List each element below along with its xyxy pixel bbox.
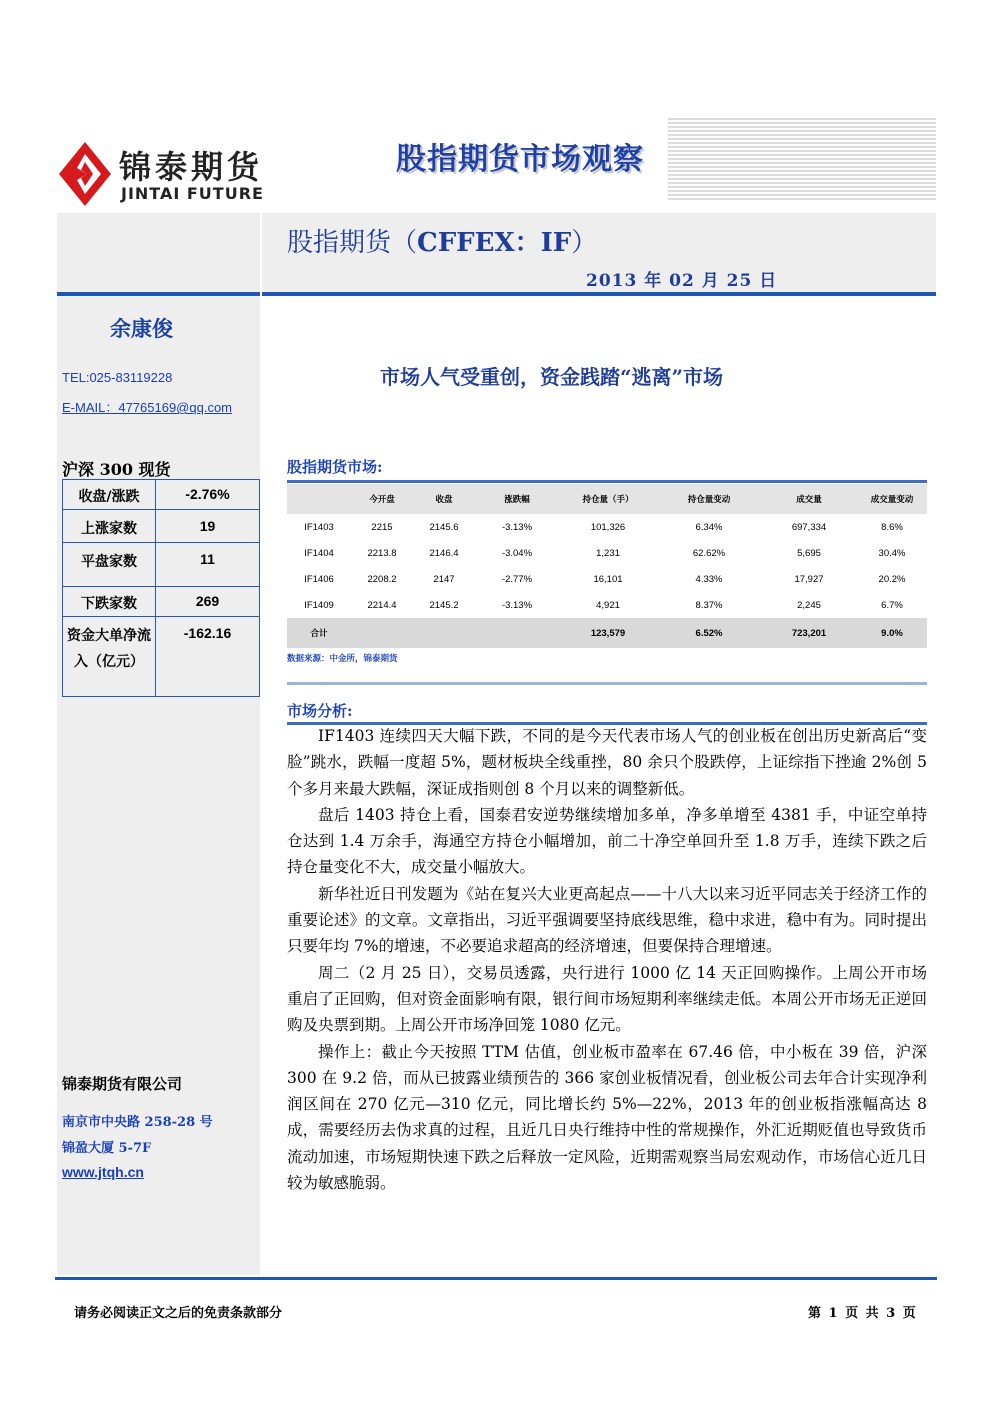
- table-cell: 20.2%: [878, 573, 906, 585]
- table-cell: 2214.4: [367, 599, 397, 611]
- table-cell: 4.33%: [695, 573, 723, 585]
- analysis-body: [287, 723, 927, 1196]
- product-name: [287, 222, 597, 259]
- header-stripes-decoration: [668, 118, 936, 200]
- table-cell: -3.13%: [501, 599, 533, 611]
- table-header-row: [287, 484, 927, 514]
- column-header: 持仓量变动: [657, 484, 761, 514]
- footer-disclaimer: 请务必阅读正文之后的免责条款部分: [74, 1306, 283, 1321]
- brand-name-en: JINTAI FUTURE: [121, 184, 264, 203]
- footer-divider: [55, 1277, 937, 1280]
- author-phone: TEL:025-83119228: [62, 370, 173, 385]
- product-suffix: ）: [571, 228, 598, 258]
- report-title: 股指期货市场观察: [396, 142, 644, 177]
- table-cell: IF1403: [304, 521, 334, 533]
- spot-section-title: 沪深 300 现货: [62, 460, 171, 479]
- company-address-line2: 锦盈大厦 5-7F: [62, 1141, 152, 1156]
- table-cell: 2208.2: [367, 573, 397, 585]
- futures-section-title: 股指期货市场:: [287, 458, 383, 476]
- table-cell: [413, 618, 475, 648]
- spot-value: 269: [156, 587, 260, 617]
- table-row: [63, 510, 260, 543]
- author-name: 余康俊: [110, 316, 173, 341]
- spot-market-table: [62, 479, 260, 697]
- table-cell: [475, 618, 559, 648]
- table-row: [63, 587, 260, 617]
- table-cell: -2.77%: [501, 573, 533, 585]
- table-cell: 2146.4: [429, 547, 459, 559]
- table-cell: -3.13%: [501, 521, 533, 533]
- table-row: [63, 617, 260, 697]
- futures-bottom-divider: [287, 682, 927, 685]
- analysis-paragraph: 新华社近日刊发题为《站在复兴大业更高起点——十八大以来习近平同志关于经济工作的重要论述》的文章。文章指出，习近平强调要坚持底线思维，稳中求进，稳中有为。同时提出只要年均 7%的增速，不必要追求超高的经济增速，但要保持合理增速。: [287, 884, 927, 956]
- table-row: [287, 566, 927, 592]
- company-website-link[interactable]: www.jtqh.cn: [62, 1164, 144, 1180]
- table-row: [63, 480, 260, 510]
- spot-label: 收盘/涨跌: [63, 480, 156, 510]
- table-cell: IF1409: [304, 599, 334, 611]
- brand-name-cn: 锦泰期货: [119, 148, 264, 186]
- futures-section-divider: [287, 480, 927, 483]
- spot-value: 19: [156, 510, 260, 543]
- table-cell: 6.34%: [695, 521, 723, 533]
- futures-table: [287, 484, 927, 648]
- table-cell: 101,326: [590, 521, 626, 533]
- sidebar-divider: [57, 292, 260, 296]
- table-row: [287, 592, 927, 618]
- table-cell: IF1406: [304, 573, 334, 585]
- table-cell: 4,921: [596, 599, 620, 611]
- analysis-paragraph: IF1403 连续四天大幅下跌，不同的是今天代表市场人气的创业板在创出历史新高后“变脸”跳水，跌幅一度超 5%，题材板块全线重挫，80 余只个股跌停，上证综指下挫逾 2%创 5 个多月来最大跌幅，深证成指则创 8 个月以来的调整新低。: [287, 727, 927, 798]
- analysis-paragraph: 周二（2 月 25 日），交易员透露，央行进行 1000 亿 14 天正回购操作。上周公开市场重启了正回购，但对资金面影响有限，银行间市场短期利率继续走低。本周公开市场无正逆回购及央票到期。上周公开市场净回笼 1080 亿元。: [287, 963, 927, 1035]
- table-cell: 123,579: [559, 618, 657, 648]
- column-header: 成交量变动: [857, 484, 927, 514]
- spot-value: -162.16: [156, 617, 260, 697]
- table-cell: 30.4%: [878, 547, 906, 559]
- product-prefix: 股指期货（: [287, 228, 418, 258]
- spot-value: -2.76%: [156, 480, 260, 510]
- spot-label: 资金大单净流入（亿元）: [63, 617, 156, 697]
- spot-label: 上涨家数: [63, 510, 156, 543]
- company-logo: [57, 140, 262, 210]
- column-header: 涨跌幅: [475, 484, 559, 514]
- table-row: [287, 540, 927, 566]
- table-cell: IF1404: [304, 547, 334, 559]
- page-number: 第 1 页 共 3 页: [808, 1306, 916, 1321]
- column-header: 收盘: [413, 484, 475, 514]
- spot-label: 平盘家数: [63, 543, 156, 587]
- column-header: [287, 484, 351, 514]
- table-cell: 6.7%: [881, 599, 903, 611]
- analysis-section-title: 市场分析:: [287, 702, 353, 720]
- column-header: 成交量: [761, 484, 857, 514]
- company-name: 锦泰期货有限公司: [62, 1075, 183, 1093]
- logo-diamond-icon: [57, 140, 113, 208]
- table-cell: 2213.8: [367, 547, 397, 559]
- table-cell: 5,695: [797, 547, 821, 559]
- table-cell: 2,245: [797, 599, 821, 611]
- table-cell: 2147: [433, 573, 455, 585]
- table-cell: 1,231: [596, 547, 620, 559]
- table-row: [63, 543, 260, 587]
- table-cell: 9.0%: [857, 618, 927, 648]
- report-date: 2013 年 02 月 25 日: [586, 271, 778, 291]
- spot-label: 下跌家数: [63, 587, 156, 617]
- report-headline: 市场人气受重创，资金践踏“逃离”市场: [380, 365, 724, 389]
- table-cell: 697,334: [791, 521, 827, 533]
- table-cell: -3.04%: [501, 547, 533, 559]
- data-source-note: 数据来源：中金所，锦泰期货: [287, 654, 398, 664]
- analysis-paragraph: 操作上：截止今天按照 TTM 估值，创业板市盈率在 67.46 倍，中小板在 39 倍，沪深 300 在 9.2 倍，而从已披露业绩预告的 366 家创业板情况看，创业板公司去年合计实现净利润区间在 270 亿元—310 亿元，同比增长约 5%—22%，2013 年的创业板指涨幅高达 8 成，需要经历去伪求真的过程，且近几日央行维持中性的常规操作，外汇近期贬值也导致货币流动加速，市场短期快速下跌之后释放一定风险，近期需观察当局宏观动作，市场信心近几日较为敏感脆弱。: [287, 1042, 927, 1193]
- table-cell: 合计: [287, 618, 351, 648]
- table-cell: 62.62%: [692, 547, 726, 559]
- table-cell: 2215: [371, 521, 393, 533]
- column-header: 持仓量（手）: [559, 484, 657, 514]
- spot-value: 11: [156, 543, 260, 587]
- table-cell: 2145.2: [429, 599, 459, 611]
- table-cell: 723,201: [761, 618, 857, 648]
- table-cell: 2145.6: [429, 521, 459, 533]
- table-cell: 8.37%: [695, 599, 723, 611]
- analysis-paragraph: 盘后 1403 持仓上看，国泰君安逆势继续增加多单，净多单增至 4381 手，中证空单持仓达到 1.4 万余手，海通空方持仓小幅增加，前二十净空单回升至 1.8 万手，连续下跌之后持仓量变化不大，成交量小幅放大。: [287, 805, 927, 877]
- product-band-divider: [262, 292, 936, 296]
- table-cell: [351, 618, 413, 648]
- product-code: CFFEX：IF: [417, 228, 572, 258]
- table-cell: 17,927: [794, 573, 824, 585]
- column-header: 今开盘: [351, 484, 413, 514]
- company-address-line1: 南京市中央路 258-28 号: [62, 1115, 213, 1130]
- author-email-link[interactable]: E-MAIL：47765169@qq.com: [62, 400, 233, 415]
- table-cell: 16,101: [593, 573, 623, 585]
- table-cell: 8.6%: [881, 521, 903, 533]
- table-row: [287, 514, 927, 540]
- table-cell: 6.52%: [657, 618, 761, 648]
- table-total-row: [287, 618, 927, 648]
